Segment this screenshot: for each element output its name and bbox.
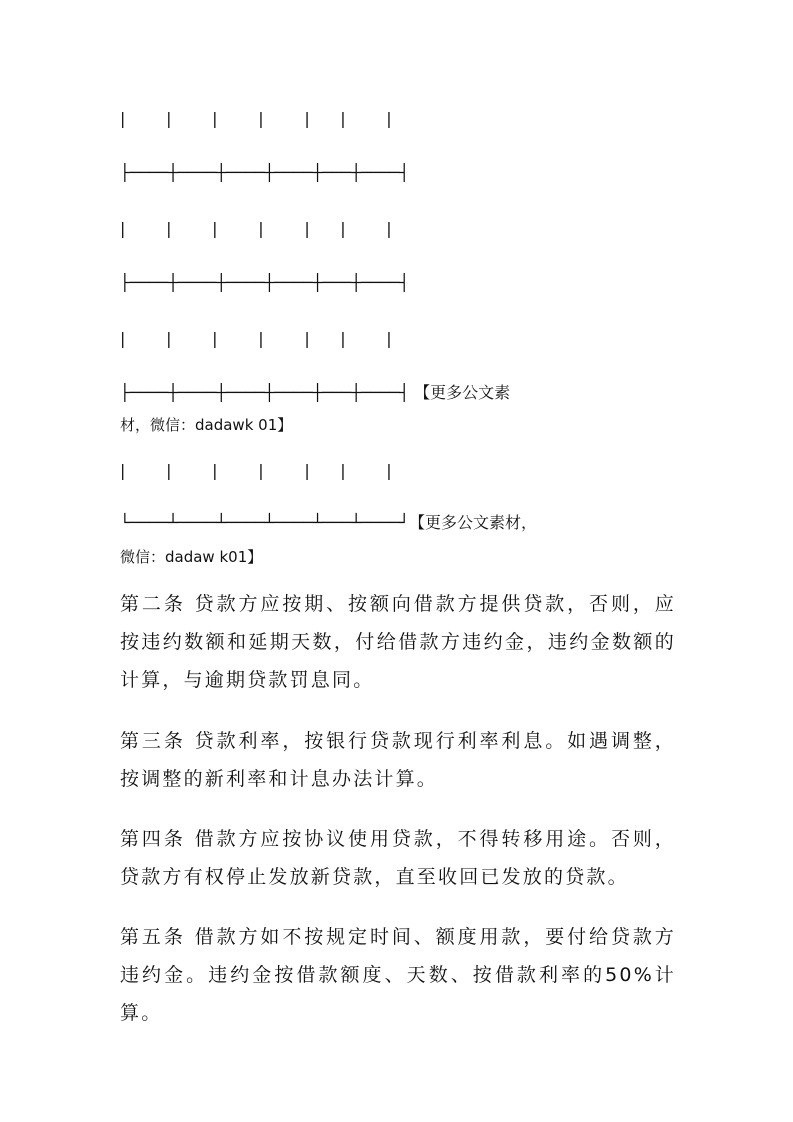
table-separator-line: ├────┼────┼────┼────┼───┼────┤ 【更多公文素 [120,383,511,402]
table-separator-line: ├────┼────┼────┼────┼───┼────┤ [120,273,409,292]
table-row-line: | | | | | | | [120,329,392,348]
paragraph-article-3: 第三条 贷款利率，按银行贷款现行利率利息。如遇调整，按调整的新利率和计息办法计算。 [120,730,676,790]
paragraph-article-4: 第四条 借款方应按协议使用贷款，不得转移用途。否则，贷款方有权停止发放新贷款，直至收回已发放的贷款。 [120,828,676,888]
table-separator-line: ├────┼────┼────┼────┼───┼────┤ [120,163,409,182]
paragraph-article-2: 第二条 贷款方应按期、按额向借款方提供贷款，否则，应按违约数额和延期天数，付给借款方违约金，违约金数额的计算，与逾期贷款罚息同。 [120,593,676,691]
table-row-line: | | | | | | | [120,109,392,128]
table-row-line: | | | | | | | [120,219,392,238]
paragraph-article-5: 第五条 借款方如不按规定时间、额度用款，要付给贷款方违约金。违约金按借款额度、天数、按借款利率的50%计算。 [120,926,676,1024]
watermark-note: 材，微信：dadawk 01】 [120,416,293,434]
watermark-note: 微信：dadaw k01】 [120,548,263,566]
table-bottom-line: └────┴────┴────┴────┴───┴────┘【更多公文素材， [120,513,537,532]
table-row-line: | | | | | | | [120,461,392,480]
